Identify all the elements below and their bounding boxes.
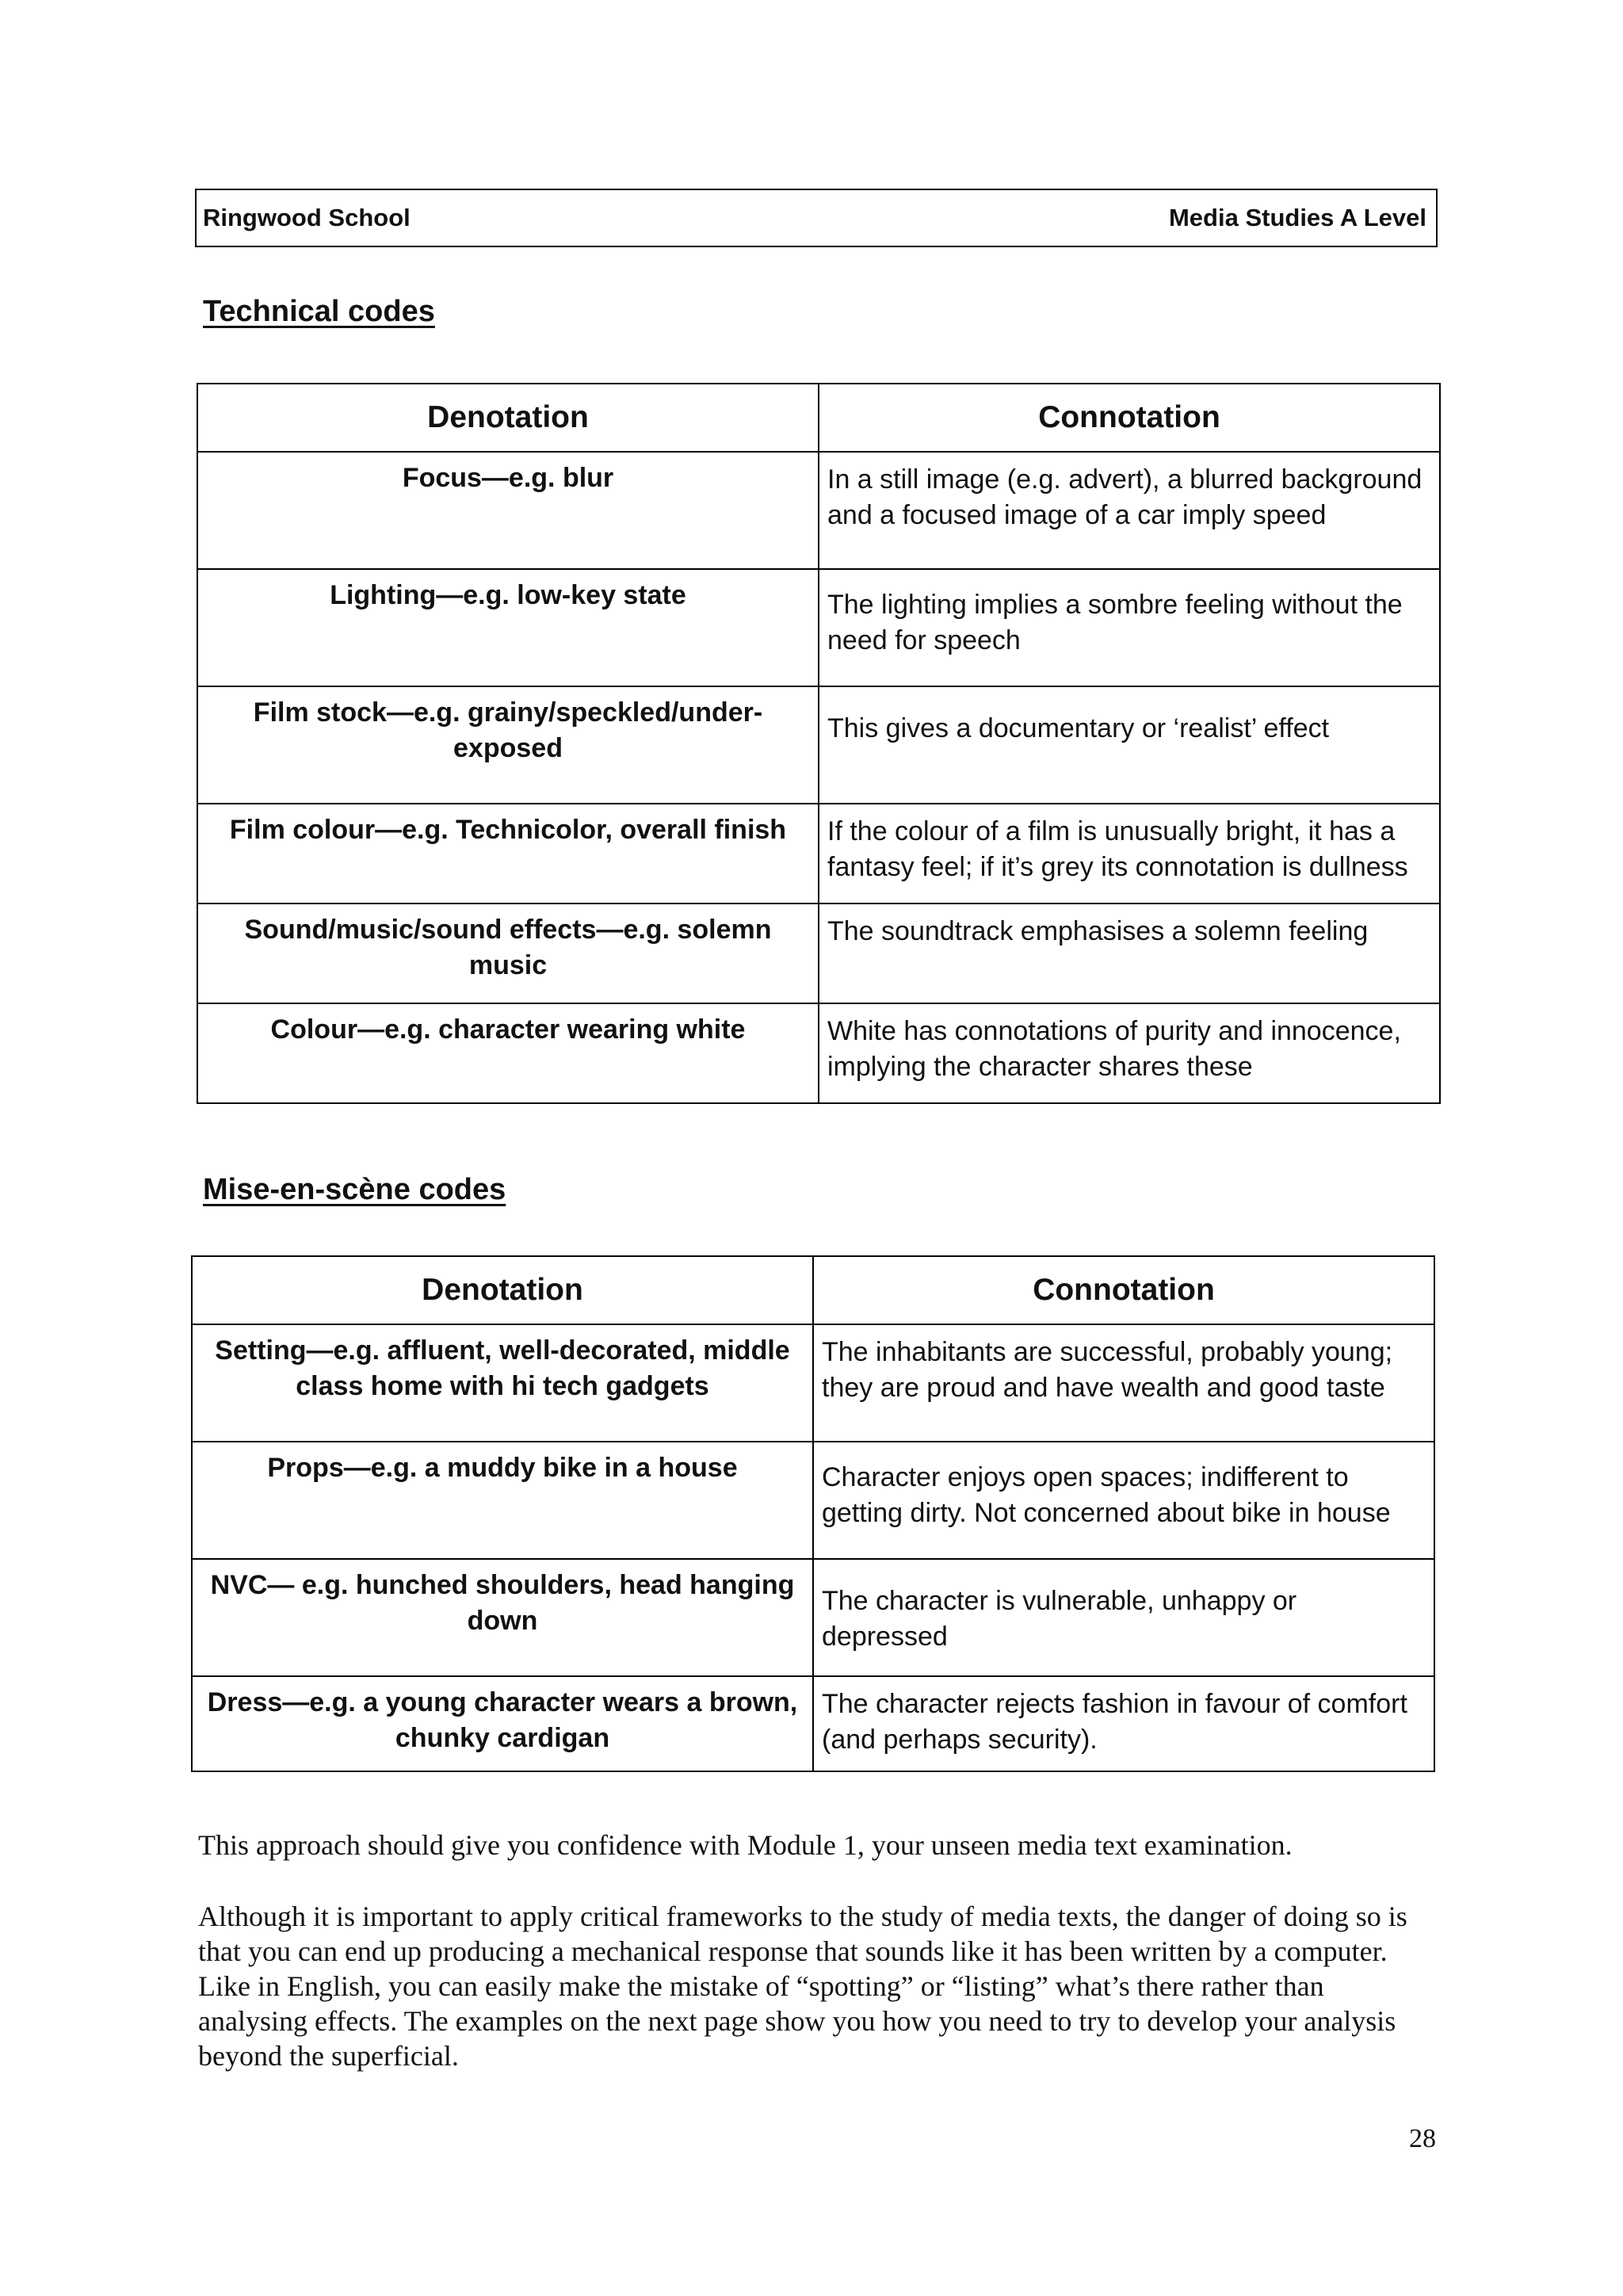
denotation-cell: Lighting—e.g. low-key state [197, 569, 819, 686]
table-row [197, 904, 1440, 1003]
denotation-cell: Film stock—e.g. grainy/speckled/under-exposed [197, 686, 819, 804]
connotation-cell: The character rejects fashion in favour of comfort (and perhaps security). [813, 1676, 1434, 1771]
connotation-cell: In a still image (e.g. advert), a blurred background and a focused image of a car imply speed [819, 452, 1440, 569]
school-name: Ringwood School [203, 204, 411, 231]
connotation-cell: If the colour of a film is unusually bright, it has a fantasy feel; if it’s grey its connotation is dullness [819, 804, 1440, 904]
mise-en-scene-table [191, 1255, 1435, 1772]
connotation-cell: The inhabitants are successful, probably young; they are proud and have wealth and good taste [813, 1324, 1434, 1442]
connotation-cell: White has connotations of purity and innocence, implying the character shares these [819, 1003, 1440, 1103]
table-row [192, 1324, 1434, 1442]
denotation-cell: Focus—e.g. blur [197, 452, 819, 569]
denotation-cell: Film colour—e.g. Technicolor, overall finish [197, 804, 819, 904]
table-row [197, 452, 1440, 569]
connotation-cell: The lighting implies a sombre feeling without the need for speech [819, 569, 1440, 686]
denotation-header: Denotation [192, 1256, 813, 1324]
denotation-cell: NVC— e.g. hunched shoulders, head hanging down [192, 1559, 813, 1676]
connotation-cell: The soundtrack emphasises a solemn feeling [819, 904, 1440, 1003]
technical-codes-heading: Technical codes [203, 295, 435, 328]
denotation-header: Denotation [197, 384, 819, 452]
connotation-cell: This gives a documentary or ‘realist’ effect [819, 686, 1440, 804]
table-row [197, 569, 1440, 686]
page-number: 28 [1409, 2124, 1436, 2153]
table-row [197, 804, 1440, 904]
mise-en-scene-heading: Mise-en-scène codes [203, 1173, 506, 1206]
connotation-cell: The character is vulnerable, unhappy or depressed [813, 1559, 1434, 1676]
denotation-cell: Colour—e.g. character wearing white [197, 1003, 819, 1103]
table-row [192, 1559, 1434, 1676]
explanation-paragraph: Although it is important to apply critical frameworks to the study of media texts, the danger of doing so is that you can end up producing a mechanical response that sounds like it has been written by a computer. Like in English, you can easily make the mistake of “spotting” or “listing” what’s there rather than analysing effects. The examples on the next page show you how you need to try to develop your analysis beyond the superficial. [198, 1901, 1407, 2072]
intro-paragraph: This approach should give you confidence with Module 1, your unseen media text examination. [198, 1829, 1293, 1861]
connotation-header: Connotation [813, 1256, 1434, 1324]
denotation-cell: Dress—e.g. a young character wears a brown, chunky cardigan [192, 1676, 813, 1771]
connotation-cell: Character enjoys open spaces; indifferent to getting dirty. Not concerned about bike in house [813, 1442, 1434, 1559]
page-header [195, 189, 1438, 247]
technical-codes-table [197, 383, 1441, 1104]
table-row [192, 1676, 1434, 1771]
denotation-cell: Props—e.g. a muddy bike in a house [192, 1442, 813, 1559]
table-header-row [192, 1256, 1434, 1324]
denotation-cell: Setting—e.g. affluent, well-decorated, middle class home with hi tech gadgets [192, 1324, 813, 1442]
connotation-header: Connotation [819, 384, 1440, 452]
table-row [192, 1442, 1434, 1559]
table-row [197, 1003, 1440, 1103]
table-header-row [197, 384, 1440, 452]
course-name: Media Studies A Level [1168, 204, 1426, 231]
denotation-cell: Sound/music/sound effects—e.g. solemn music [197, 904, 819, 1003]
table-row [197, 686, 1440, 804]
